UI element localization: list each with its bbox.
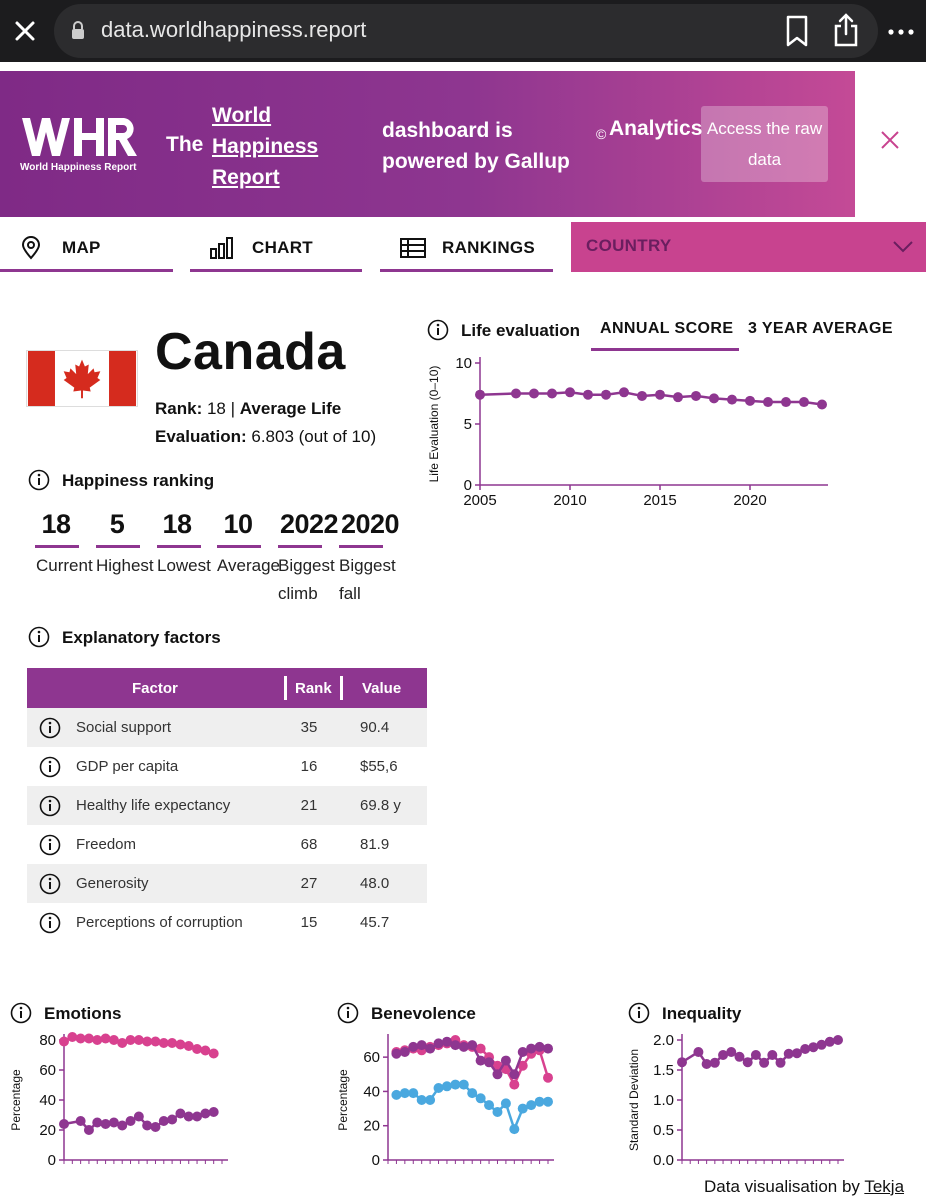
data-point — [150, 1037, 160, 1047]
happiness-ranking-title: Happiness ranking — [62, 471, 215, 490]
table-header — [27, 668, 427, 708]
data-point — [391, 1090, 401, 1100]
y-tick-label: 0 — [47, 1152, 56, 1169]
info-icon[interactable] — [337, 1002, 359, 1024]
info-icon[interactable] — [39, 756, 61, 778]
info-icon[interactable] — [427, 319, 449, 341]
info-icon[interactable] — [28, 469, 50, 491]
y-tick-label: 40 — [39, 1092, 56, 1109]
data-point — [484, 1100, 494, 1110]
factor-name: Freedom — [76, 836, 137, 853]
data-point — [691, 391, 701, 401]
data-point — [400, 1047, 410, 1057]
data-point — [619, 387, 629, 397]
data-point — [150, 1122, 160, 1132]
data-point — [825, 1037, 835, 1047]
data-point — [167, 1038, 177, 1048]
stat-average-value: 10 — [223, 509, 253, 539]
footer-credit-prefix: Data visualisation by — [704, 1177, 860, 1196]
data-point — [209, 1049, 219, 1059]
data-point — [511, 389, 521, 399]
factors-table — [27, 668, 402, 943]
stat-current-label: Current — [36, 556, 93, 575]
data-point — [76, 1116, 86, 1126]
factor-rank: 27 — [300, 875, 318, 892]
data-point — [763, 397, 773, 407]
country-dropdown-label: COUNTRY — [586, 236, 672, 255]
y-axis-label: Standard Deviation — [627, 1048, 641, 1152]
data-point — [745, 396, 755, 406]
table-row — [27, 786, 427, 825]
data-point — [175, 1040, 185, 1050]
data-point — [710, 1058, 720, 1068]
canada-flag — [26, 350, 138, 407]
factor-name: Perceptions of corruption — [76, 914, 243, 931]
tab-rankings[interactable] — [380, 224, 553, 272]
column-divider — [340, 676, 343, 700]
banner-powered-text: dashboard is powered by Gallup — [382, 119, 570, 173]
data-point — [501, 1056, 511, 1066]
data-point — [92, 1118, 102, 1128]
y-tick-label: 40 — [363, 1083, 380, 1101]
data-point — [509, 1080, 519, 1090]
data-point — [167, 1115, 177, 1125]
info-icon[interactable] — [10, 1002, 32, 1024]
factor-value: 90.4 — [360, 719, 390, 736]
life-evaluation-chart — [420, 350, 840, 515]
data-point — [59, 1119, 69, 1129]
data-point — [799, 397, 809, 407]
data-point — [673, 392, 683, 402]
y-tick-label: 60 — [39, 1062, 56, 1079]
y-tick-label: 1.5 — [653, 1062, 674, 1079]
data-point — [709, 393, 719, 403]
lock-icon — [70, 20, 86, 40]
factor-rank: 21 — [300, 797, 318, 814]
rank-value: 18 — [206, 399, 226, 418]
data-point — [459, 1080, 469, 1090]
stat-underline — [278, 545, 322, 548]
info-icon[interactable] — [39, 795, 61, 817]
data-point — [475, 390, 485, 400]
tab-chart-label: CHART — [252, 238, 313, 257]
table-row — [27, 747, 427, 786]
data-point — [101, 1034, 111, 1044]
data-point — [476, 1093, 486, 1103]
x-tick-label: 2015 — [643, 492, 677, 509]
bar-chart-icon — [210, 237, 234, 259]
column-value[interactable]: Value — [362, 680, 402, 697]
average-life-label: Average Life Evaluation: — [155, 399, 342, 446]
tab-map-label: MAP — [62, 238, 101, 257]
browser-toolbar — [0, 0, 926, 62]
stat-lowest-value: 18 — [162, 509, 192, 539]
stat-biggest-fall-label: Biggest fall — [339, 556, 396, 603]
y-tick-label: 0.5 — [653, 1122, 674, 1139]
data-point — [134, 1112, 144, 1122]
data-point — [434, 1083, 444, 1093]
stat-underline — [217, 545, 261, 548]
data-point — [583, 390, 593, 400]
data-point — [800, 1044, 810, 1054]
factor-name: GDP per capita — [76, 758, 179, 775]
data-point — [759, 1058, 769, 1068]
banner-the: The — [166, 133, 204, 156]
stat-current-value: 18 — [41, 509, 71, 539]
access-raw-data-button[interactable]: Access the raw data — [701, 106, 828, 182]
data-point — [84, 1125, 94, 1135]
stat-biggest-fall-value: 2020 — [341, 509, 400, 539]
data-point — [492, 1107, 502, 1117]
data-point — [655, 390, 665, 400]
data-point — [459, 1042, 469, 1052]
factor-value: 69.8 y — [360, 797, 401, 814]
whr-logo — [20, 116, 138, 158]
data-point — [84, 1034, 94, 1044]
tab-3-year-average[interactable]: 3 YEAR AVERAGE — [748, 320, 893, 337]
column-factor[interactable]: Factor — [132, 680, 178, 697]
data-point — [543, 1073, 553, 1083]
stat-average — [209, 509, 267, 540]
data-point — [743, 1057, 753, 1067]
rank-label: Rank: — [155, 399, 203, 418]
table-row — [27, 903, 427, 942]
close-icon[interactable] — [8, 14, 42, 48]
x-tick-label: 2020 — [733, 492, 767, 509]
share-icon[interactable] — [832, 12, 860, 48]
stat-lowest-label: Lowest — [157, 556, 211, 575]
data-point — [67, 1032, 77, 1042]
chevron-down-icon[interactable] — [892, 238, 914, 254]
x-tick-label: 2010 — [553, 492, 587, 509]
data-point — [92, 1035, 102, 1045]
tab-annual-score[interactable]: ANNUAL SCORE — [600, 320, 734, 337]
data-point — [467, 1040, 477, 1050]
data-point — [484, 1057, 494, 1067]
info-icon[interactable] — [28, 626, 50, 648]
stat-highest — [88, 509, 146, 540]
data-point — [408, 1088, 418, 1098]
data-point — [142, 1121, 152, 1131]
data-point — [425, 1044, 435, 1054]
data-point — [767, 1050, 777, 1060]
table-row — [27, 864, 427, 903]
factor-value: 81.9 — [360, 836, 390, 853]
stat-current — [27, 509, 85, 540]
y-tick-label: 20 — [39, 1122, 56, 1139]
whr-logo-text: World Happiness Report — [20, 162, 137, 173]
factor-name: Generosity — [76, 875, 149, 892]
y-tick-label: 0 — [463, 477, 472, 494]
data-point — [727, 395, 737, 405]
copyright-symbol: © — [596, 126, 607, 142]
column-divider — [284, 676, 287, 700]
country-dropdown[interactable] — [571, 222, 926, 272]
life-evaluation-title: Life evaluation — [461, 321, 581, 340]
stat-underline — [96, 545, 140, 548]
tab-chart[interactable] — [190, 224, 362, 272]
data-point — [192, 1044, 202, 1054]
factor-rank: 35 — [300, 719, 318, 736]
stat-biggest-climb — [280, 509, 340, 540]
data-point — [776, 1058, 786, 1068]
data-point — [529, 389, 539, 399]
y-tick-label: 0.0 — [653, 1152, 674, 1169]
benevolence-chart — [330, 1028, 560, 1173]
data-point — [509, 1069, 519, 1079]
data-point — [734, 1052, 744, 1062]
data-point — [159, 1116, 169, 1126]
factor-rank: 68 — [300, 836, 318, 853]
data-point — [467, 1088, 477, 1098]
data-point — [817, 399, 827, 409]
stat-underline — [35, 545, 79, 548]
y-axis-label: Percentage — [9, 1069, 23, 1131]
data-point — [434, 1038, 444, 1048]
stat-highest-label: Highest — [96, 556, 154, 575]
info-icon[interactable] — [39, 834, 61, 856]
factor-value: 48.0 — [360, 875, 390, 892]
data-point — [677, 1057, 687, 1067]
emotions-chart — [0, 1028, 240, 1173]
data-point — [543, 1044, 553, 1054]
factor-name: Social support — [76, 719, 172, 736]
y-tick-label: 1.0 — [653, 1092, 674, 1109]
data-point — [547, 389, 557, 399]
tab-map[interactable] — [0, 224, 173, 272]
data-point — [492, 1069, 502, 1079]
stat-biggest-climb-label: Biggest climb — [278, 556, 335, 603]
y-tick-label: 0 — [371, 1152, 380, 1169]
stat-lowest — [148, 509, 206, 540]
y-tick-label: 60 — [363, 1049, 380, 1067]
data-point — [751, 1050, 761, 1060]
tekja-link[interactable]: Tekja — [864, 1177, 905, 1196]
stat-average-label: Average — [217, 556, 281, 575]
y-axis-label: Percentage — [336, 1069, 350, 1131]
factor-rank: 16 — [300, 758, 318, 775]
tab-rankings-label: RANKINGS — [442, 238, 536, 257]
factor-value: $55,6 — [360, 758, 398, 775]
info-icon[interactable] — [39, 912, 61, 934]
data-point — [450, 1040, 460, 1050]
factor-rank: 15 — [300, 914, 318, 931]
data-point — [476, 1056, 486, 1066]
data-point — [209, 1107, 219, 1117]
world-happiness-report-link[interactable]: World Happiness Report — [212, 104, 319, 189]
stat-underline — [339, 545, 383, 548]
explanatory-factors-title: Explanatory factors — [62, 628, 221, 647]
country-name: Canada — [155, 323, 346, 381]
table-row — [27, 825, 427, 864]
data-point — [543, 1097, 553, 1107]
data-point — [101, 1119, 111, 1129]
benevolence-title: Benevolence — [371, 1004, 476, 1023]
y-axis-label: Life Evaluation (0–10) — [427, 365, 441, 483]
data-point — [408, 1042, 418, 1052]
column-rank[interactable]: Rank — [295, 680, 332, 697]
y-tick-label: 2.0 — [653, 1032, 674, 1049]
data-point — [391, 1049, 401, 1059]
y-tick-label: 5 — [463, 416, 472, 433]
y-tick-label: 10 — [455, 355, 472, 372]
bookmark-icon[interactable] — [784, 14, 810, 48]
map-pin-icon — [20, 236, 42, 260]
more-icon[interactable] — [886, 22, 916, 42]
url-text[interactable]: data.worldhappiness.report — [101, 17, 367, 42]
data-point — [526, 1044, 536, 1054]
data-point — [425, 1095, 435, 1105]
country-rank-summary — [155, 395, 405, 451]
x-tick-label: 2005 — [463, 492, 497, 509]
data-point — [200, 1109, 210, 1119]
data-point — [565, 387, 575, 397]
table-row — [27, 708, 427, 747]
inequality-chart — [620, 1028, 850, 1173]
data-point — [509, 1124, 519, 1134]
data-point — [833, 1035, 843, 1045]
stat-biggest-climb-value: 2022 — [280, 509, 339, 539]
data-point — [637, 391, 647, 401]
list-table-icon — [400, 238, 426, 258]
info-icon[interactable] — [39, 873, 61, 895]
stat-biggest-fall — [341, 509, 407, 540]
data-point — [535, 1042, 545, 1052]
data-point — [601, 390, 611, 400]
data-point — [501, 1098, 511, 1108]
data-point — [781, 397, 791, 407]
banner-analytics: Analytics — [609, 117, 703, 140]
data-point — [442, 1081, 452, 1091]
factor-name: Healthy life expectancy — [76, 797, 231, 814]
factor-value: 45.7 — [360, 914, 390, 931]
average-life-value: 6.803 (out of 10) — [251, 427, 377, 446]
banner-close-icon[interactable] — [880, 130, 900, 150]
info-icon[interactable] — [628, 1002, 650, 1024]
stat-highest-value: 5 — [109, 509, 125, 539]
inequality-title: Inequality — [662, 1004, 742, 1023]
data-point — [693, 1047, 703, 1057]
y-tick-label: 20 — [363, 1117, 380, 1135]
y-tick-label: 80 — [39, 1032, 56, 1049]
emotions-title: Emotions — [44, 1004, 122, 1023]
data-point — [134, 1035, 144, 1045]
footer-credit — [704, 1177, 904, 1197]
info-icon[interactable] — [39, 717, 61, 739]
stat-underline — [157, 545, 201, 548]
rank-separator: | — [230, 399, 236, 418]
